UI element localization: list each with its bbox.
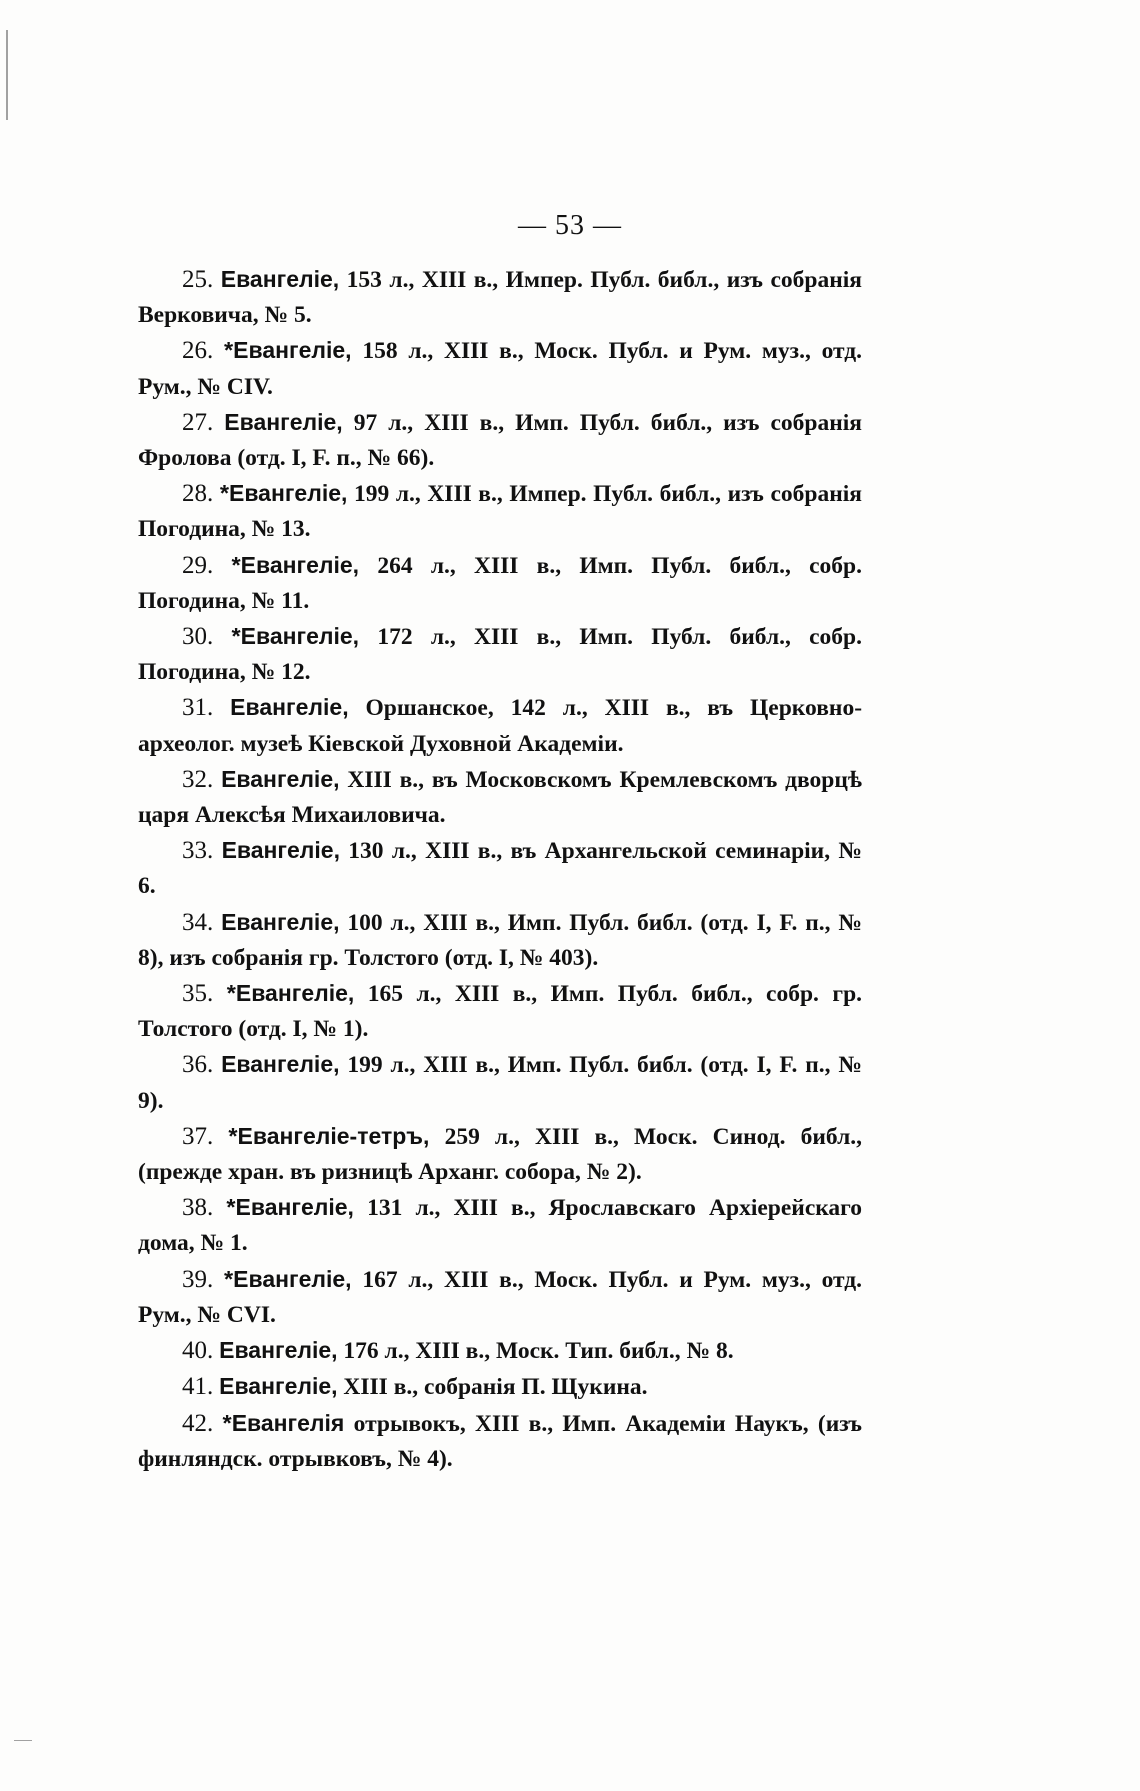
entry-number: 38. <box>182 1194 214 1222</box>
entry-heading: Евангеліе, <box>230 694 349 721</box>
entry-number: 26. <box>182 337 214 365</box>
entry-heading: Евангеліе, <box>240 551 360 578</box>
entry-description: 158 л., XIII в., Моск. Публ. и Рум. муз., отд. Рум., № CIV. <box>138 338 863 400</box>
entry-heading: Евангеліе, <box>228 480 348 507</box>
entry-number: 35. <box>182 980 214 1008</box>
entry-heading: Евангеліе, <box>224 408 343 435</box>
entry-heading: Евангеліе, <box>221 1051 340 1078</box>
entry-asterisk: * <box>231 551 241 578</box>
entry-asterisk: * <box>224 1265 234 1292</box>
entry-number: 42. <box>182 1409 214 1437</box>
catalogue-entry <box>138 905 862 976</box>
entry-number: 31. <box>182 694 214 722</box>
entry-asterisk: * <box>228 1122 238 1149</box>
entry-heading: Евангеліе, <box>221 765 340 792</box>
catalogue-entry <box>138 548 862 619</box>
entry-number: 28. <box>182 480 214 508</box>
catalogue-entry <box>138 1119 862 1190</box>
entry-description: 172 л., XIII в., Имп. Публ. библ., собр. Погодина, № 12. <box>138 624 862 686</box>
entry-number: 40. <box>182 1337 214 1365</box>
entry-number: 39. <box>182 1265 214 1293</box>
entry-description: 167 л., XIII в., Моск. Публ. и Рум. муз., отд. Рум., № CVI. <box>138 1266 863 1328</box>
entry-number: 34. <box>182 908 214 936</box>
entry-number: 37. <box>182 1122 214 1150</box>
entry-description: 131 л., XIII в., Ярославскаго Архіерейскаго дома, № 1. <box>138 1195 863 1257</box>
entry-description: 100 л., XIII в., Имп. Публ. библ. (отд. I, F. п., № 8), изъ собранія гр. Толстого (отд. I, № 403). <box>138 909 863 971</box>
scan-edge-mark <box>6 30 8 120</box>
entry-heading: Евангеліе, <box>233 337 352 364</box>
entry-number: 36. <box>182 1051 214 1079</box>
entry-heading: Евангеліе, <box>221 837 340 864</box>
entry-description: 176 л., XIII в., Моск. Тип. библ., № 8. <box>343 1338 734 1365</box>
catalogue-entry <box>138 762 862 833</box>
entry-heading: Евангеліе-тетръ, <box>237 1122 430 1149</box>
entry-heading: Евангеліе, <box>221 908 340 935</box>
catalogue-entries <box>138 262 862 1477</box>
entry-heading: Евангеліе, <box>235 1194 354 1221</box>
catalogue-entry <box>138 1262 862 1333</box>
entry-number: 29. <box>182 551 214 579</box>
entry-description: 165 л., XIII в., Имп. Публ. библ., собр. гр. Толстого (отд. I, № 1). <box>138 981 863 1043</box>
entry-description: 259 л., XIII в., Моск. Синод. библ., (прежде хран. въ ризницѣ Арханг. собора, № 2). <box>138 1123 863 1186</box>
entry-asterisk: * <box>226 1194 236 1221</box>
catalogue-entry <box>138 690 862 761</box>
entry-description: Оршанское, 142 л., XIII в., въ Церковно-археолог. музеѣ Кіевской Духовной Академіи. <box>138 695 863 757</box>
catalogue-entry <box>138 333 862 404</box>
entry-description: отрывокъ, XIII в., Имп. Академіи Наукъ, (изъ финляндск. отрывковъ, № 4). <box>138 1410 863 1472</box>
catalogue-entry <box>138 976 862 1047</box>
catalogue-entry <box>138 405 862 476</box>
entry-description: XIII в., въ Московскомъ Кремлевскомъ дворцѣ царя Алексѣя Михаиловича. <box>138 766 862 829</box>
entry-heading: Евангеліе, <box>233 1265 352 1292</box>
entry-heading: Евангеліе, <box>219 1337 338 1364</box>
entry-heading: Евангелія <box>231 1409 345 1436</box>
entry-heading: Евангеліе, <box>235 980 355 1007</box>
entry-asterisk: * <box>226 980 236 1007</box>
entry-number: 30. <box>182 623 214 651</box>
scan-edge-mark <box>14 1740 32 1741</box>
entry-description: 199 л., XIII в., Имп. Публ. библ. (отд. I, F. п., № 9). <box>138 1052 863 1114</box>
entry-description: 199 л., XIII в., Импер. Публ. библ., изъ собранія Погодина, № 13. <box>138 481 862 543</box>
catalogue-entry <box>138 619 862 690</box>
catalogue-entry <box>138 1333 862 1369</box>
entry-heading: Евангеліе, <box>220 266 340 292</box>
entry-number: 41. <box>182 1373 214 1401</box>
entry-number: 25. <box>182 266 214 293</box>
catalogue-entry <box>138 476 862 547</box>
page-number: — 53 — <box>518 210 622 241</box>
catalogue-entry <box>138 1190 862 1261</box>
entry-description: XIII в., собранія П. Щукина. <box>343 1374 648 1401</box>
entry-number: 27. <box>182 408 214 436</box>
entry-description: 153 л., XIII в., Импер. Публ. библ., изъ собранія Верковича, № 5. <box>138 267 863 329</box>
entry-description: 264 л., XIII в., Имп. Публ. библ., собр. Погодина, № 11. <box>138 552 862 614</box>
catalogue-entry <box>138 1369 862 1405</box>
catalogue-entry <box>138 262 862 333</box>
entry-asterisk: * <box>231 623 241 650</box>
entry-number: 33. <box>182 837 214 865</box>
catalogue-entry <box>138 833 862 904</box>
catalogue-entry <box>138 1406 862 1477</box>
entry-heading: Евангеліе, <box>240 623 360 650</box>
entry-asterisk: * <box>222 1409 232 1436</box>
entry-heading: Евангеліе, <box>219 1373 338 1400</box>
entry-description: 97 л., XIII в., Имп. Публ. библ., изъ собранія Фролова (отд. I, F. п., № 66). <box>138 409 863 472</box>
entry-asterisk: * <box>219 480 229 507</box>
entry-description: 130 л., XIII в., въ Архангельской семинаріи, № 6. <box>138 838 863 900</box>
entry-number: 32. <box>182 765 214 793</box>
catalogue-entry <box>138 1047 862 1118</box>
entry-asterisk: * <box>224 337 234 364</box>
